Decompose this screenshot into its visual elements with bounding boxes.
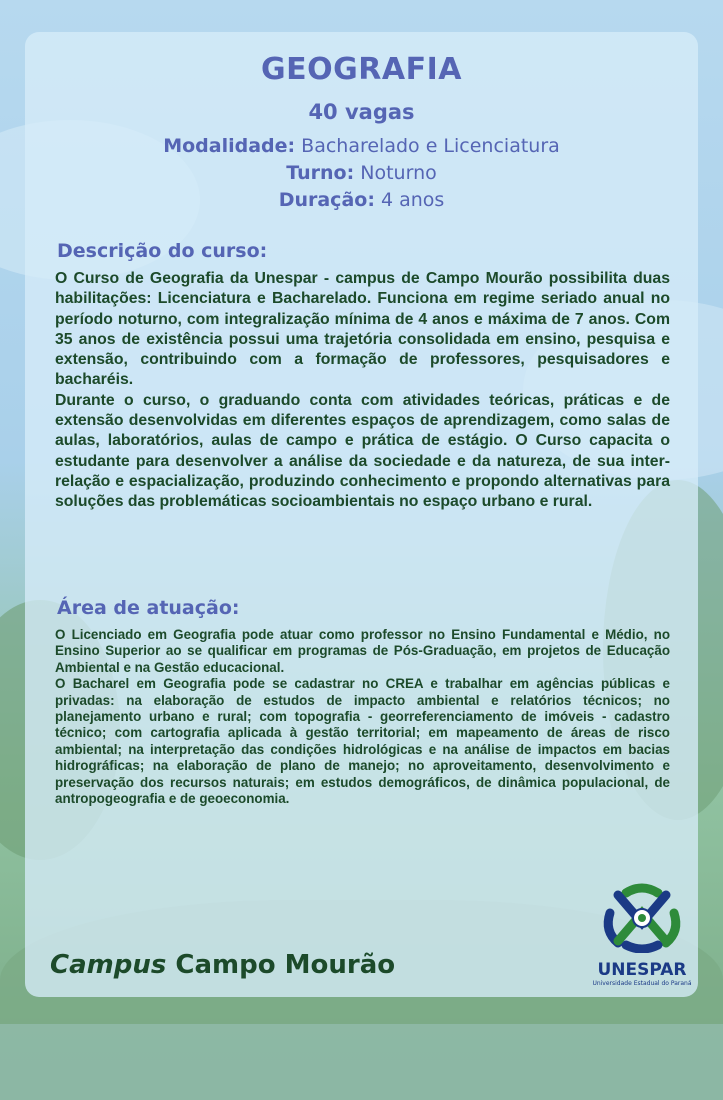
career-paragraph: O Licenciado em Geografia pode atuar como professor no Ensino Fundamental e Médio, no Ensino Superior ao se qualificar em programas de Pós-Graduação, em projetos de Educação Ambiental e na Gestão educacional. [55,627,670,675]
career-body [55,627,670,807]
career-paragraph: O Bacharel em Geografia pode se cadastrar no CREA e trabalhar em agências públicas e privadas: na elaboração de estudos de impacto ambiental e relatórios técnicos; no planejamento urbano e rural; com topografia - georreferenciamento de imóveis - cadastro técnico; com cartografia aplicada à gestão territorial; em mapeamento de áreas de risco ambiental; na interpretação das condições hidrológicas e na análise de impactos em bacias hidrográficas; na elaboração de plano de manejo; no aproveitamento, desenvolvimento e preservação dos recursos naturais; em estudos demográficos, de dinâmica populacional, de antropogeografia e de geoeconomia. [55,676,670,807]
career-heading: Área de atuação: [57,597,240,619]
turno-value: Noturno [354,162,437,184]
modalidade-label: Modalidade: [163,135,296,157]
duracao-line [0,189,723,211]
campus-label [50,950,395,980]
duracao-label: Duração: [278,189,375,211]
description-paragraph: O Curso de Geografia da Unespar - campus de Campo Mourão possibilita duas habilitações: Licenciatura e Bacharelado. Funciona em regime seriado anual no período noturno, com integralização mínima de 4 anos e máxima de 7 anos. Com 35 anos de existência possui uma trajetória consolidada em ensino, pesquisa e extensão, contribuindo com a formação de professores, pesquisadores e bacharéis. [55,270,670,389]
description-paragraph: Durante o curso, o graduando conta com atividades teóricas, práticas e de extensão desenvolvidas em diferentes espaços de aprendizagem, como salas de aulas, laboratórios, aulas de campo e prática de estágio. O Curso capacita o estudante para desenvolver a análise da sociedade e da natureza, de sua inter-relação e espacialização, produzindo conhecimento e propondo alternativas para soluções das problemáticas socioambientais no espaço urbano e rural. [55,391,670,511]
campus-name: Campo Mourão [166,950,396,980]
unespar-logo-icon [596,883,688,953]
modalidade-line [0,135,723,157]
course-title: GEOGRAFIA [261,52,462,87]
vacancies: 40 vagas [308,100,415,124]
turno-label: Turno: [286,162,355,184]
description-heading: Descrição do curso: [57,240,268,262]
description-body [55,269,670,513]
campus-prefix: Campus [50,950,167,980]
turno-line [0,162,723,184]
logo-subtitle: Universidade Estadual do Paraná [592,980,692,987]
logo-name: UNESPAR [597,960,687,980]
duracao-value: 4 anos [374,189,445,211]
modalidade-value: Bacharelado e Licenciatura [295,135,560,157]
